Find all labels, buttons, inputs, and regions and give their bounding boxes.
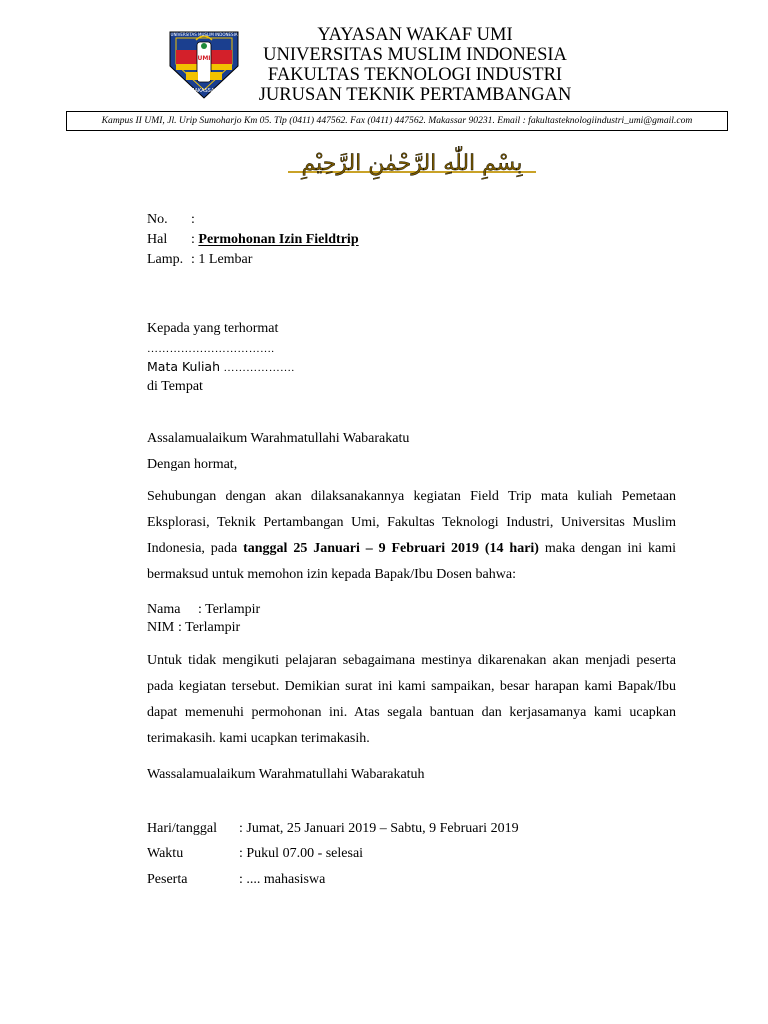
- meta-number: [147, 212, 195, 228]
- bismillah-text: بِسْمِ اللّٰهِ الرَّحْمٰنِ الرَّحِيْمِ: [301, 151, 523, 176]
- nim-value: : Terlampir: [178, 620, 241, 635]
- nim-row: [147, 620, 240, 636]
- university-logo: [166, 26, 242, 102]
- logo-top-text: UNIVERSITAS MUSLIM INDONESIA: [170, 32, 238, 37]
- subject-value: Permohonan Izin Fieldtrip: [198, 232, 359, 247]
- schedule-participants-label: Peserta: [147, 872, 188, 887]
- course-dots: ……………….: [223, 362, 295, 374]
- nama-value: : Terlampir: [198, 602, 261, 617]
- p1-before: Sehubungan dengan akan dilaksanakannya kegiatan Field Trip mata kuliah Pemetaan Eksplorasi, Teknik Pertambangan Umi, Fakultas Teknologi Industri, Universitas Muslim Indonesia, pada: [147, 489, 676, 556]
- recipient-name-dots: …………………………….: [147, 343, 275, 355]
- schedule-time-label: Waktu: [147, 846, 184, 861]
- address-text: Kampus II UMI, Jl. Urip Sumoharjo Km 05. Tlp (0411) 447562. Fax (0411) 447562. Makassar 90231. Email : fakultasteknologiindustri_umi@gmail.com: [101, 115, 693, 126]
- salam-close: Wassalamualaikum Warahmatullahi Wabarakatuh: [147, 767, 425, 782]
- meta-attachment: [147, 252, 252, 268]
- bismillah-calligraphy: [288, 146, 536, 180]
- schedule-row-participants: [147, 872, 325, 888]
- header-line-foundation: YAYASAN WAKAF UMI: [317, 25, 513, 45]
- header-line-department: JURUSAN TEKNIK PERTAMBANGAN: [258, 85, 572, 105]
- schedule-participants-value: : .... mahasiswa: [239, 872, 326, 887]
- recipient-course: [147, 359, 294, 376]
- recipient-place: di Tempat: [147, 379, 203, 394]
- course-label: Mata Kuliah: [147, 359, 221, 374]
- salam-open: Assalamualaikum Warahmatullahi Wabarakatu: [147, 431, 410, 446]
- logo-bottom-text: MAKASSAR: [190, 88, 218, 94]
- header-line-university: UNIVERSITAS MUSLIM INDONESIA: [263, 45, 567, 65]
- lamp-colon: :: [191, 252, 195, 267]
- p1-date-bold: tanggal 25 Januari – 9 Februari 2019 (14 hari): [243, 541, 539, 556]
- meta-subject: [147, 232, 359, 248]
- hal-label: Hal: [147, 232, 168, 247]
- schedule-date-value: : Jumat, 25 Januari 2019 – Sabtu, 9 Februari 2019: [239, 821, 519, 836]
- hal-colon: :: [191, 232, 195, 247]
- lamp-value: 1 Lembar: [198, 252, 253, 267]
- lamp-label: Lamp.: [147, 252, 184, 267]
- paragraph-intro: [147, 484, 676, 588]
- logo-mid-text: UMI: [197, 55, 211, 62]
- p1-after: maka dengan ini kami bermaksud untuk memohon izin kepada Bapak/Ibu Dosen bahwa:: [147, 541, 676, 582]
- no-label: No.: [147, 212, 168, 227]
- address-bar: [66, 111, 728, 131]
- schedule-row-time: [147, 846, 363, 862]
- schedule-row-date: [147, 821, 519, 837]
- nama-label: Nama: [147, 602, 181, 617]
- no-colon: :: [191, 212, 195, 227]
- nama-row: [147, 602, 260, 618]
- nim-label: NIM: [147, 620, 175, 635]
- schedule-time-value: : Pukul 07.00 - selesai: [239, 846, 364, 861]
- schedule-date-label: Hari/tanggal: [147, 821, 217, 836]
- header-line-faculty: FAKULTAS TEKNOLOGI INDUSTRI: [267, 65, 563, 85]
- recipient-greeting: Kepada yang terhormat: [147, 321, 279, 336]
- paragraph-request: Untuk tidak mengikuti pelajaran sebagaimana mestinya dikarenakan akan menjadi peserta pada kegiatan tersebut. Demikian surat ini kami sampaikan, besar harapan kami Bapak/Ibu dapat memenuhi permohonan ini. Atas segala bantuan dan kerjasamanya kami ucapkan terimakasih. kami ucapkan terimakasih.: [147, 653, 676, 746]
- dengan-hormat: Dengan hormat,: [147, 457, 238, 472]
